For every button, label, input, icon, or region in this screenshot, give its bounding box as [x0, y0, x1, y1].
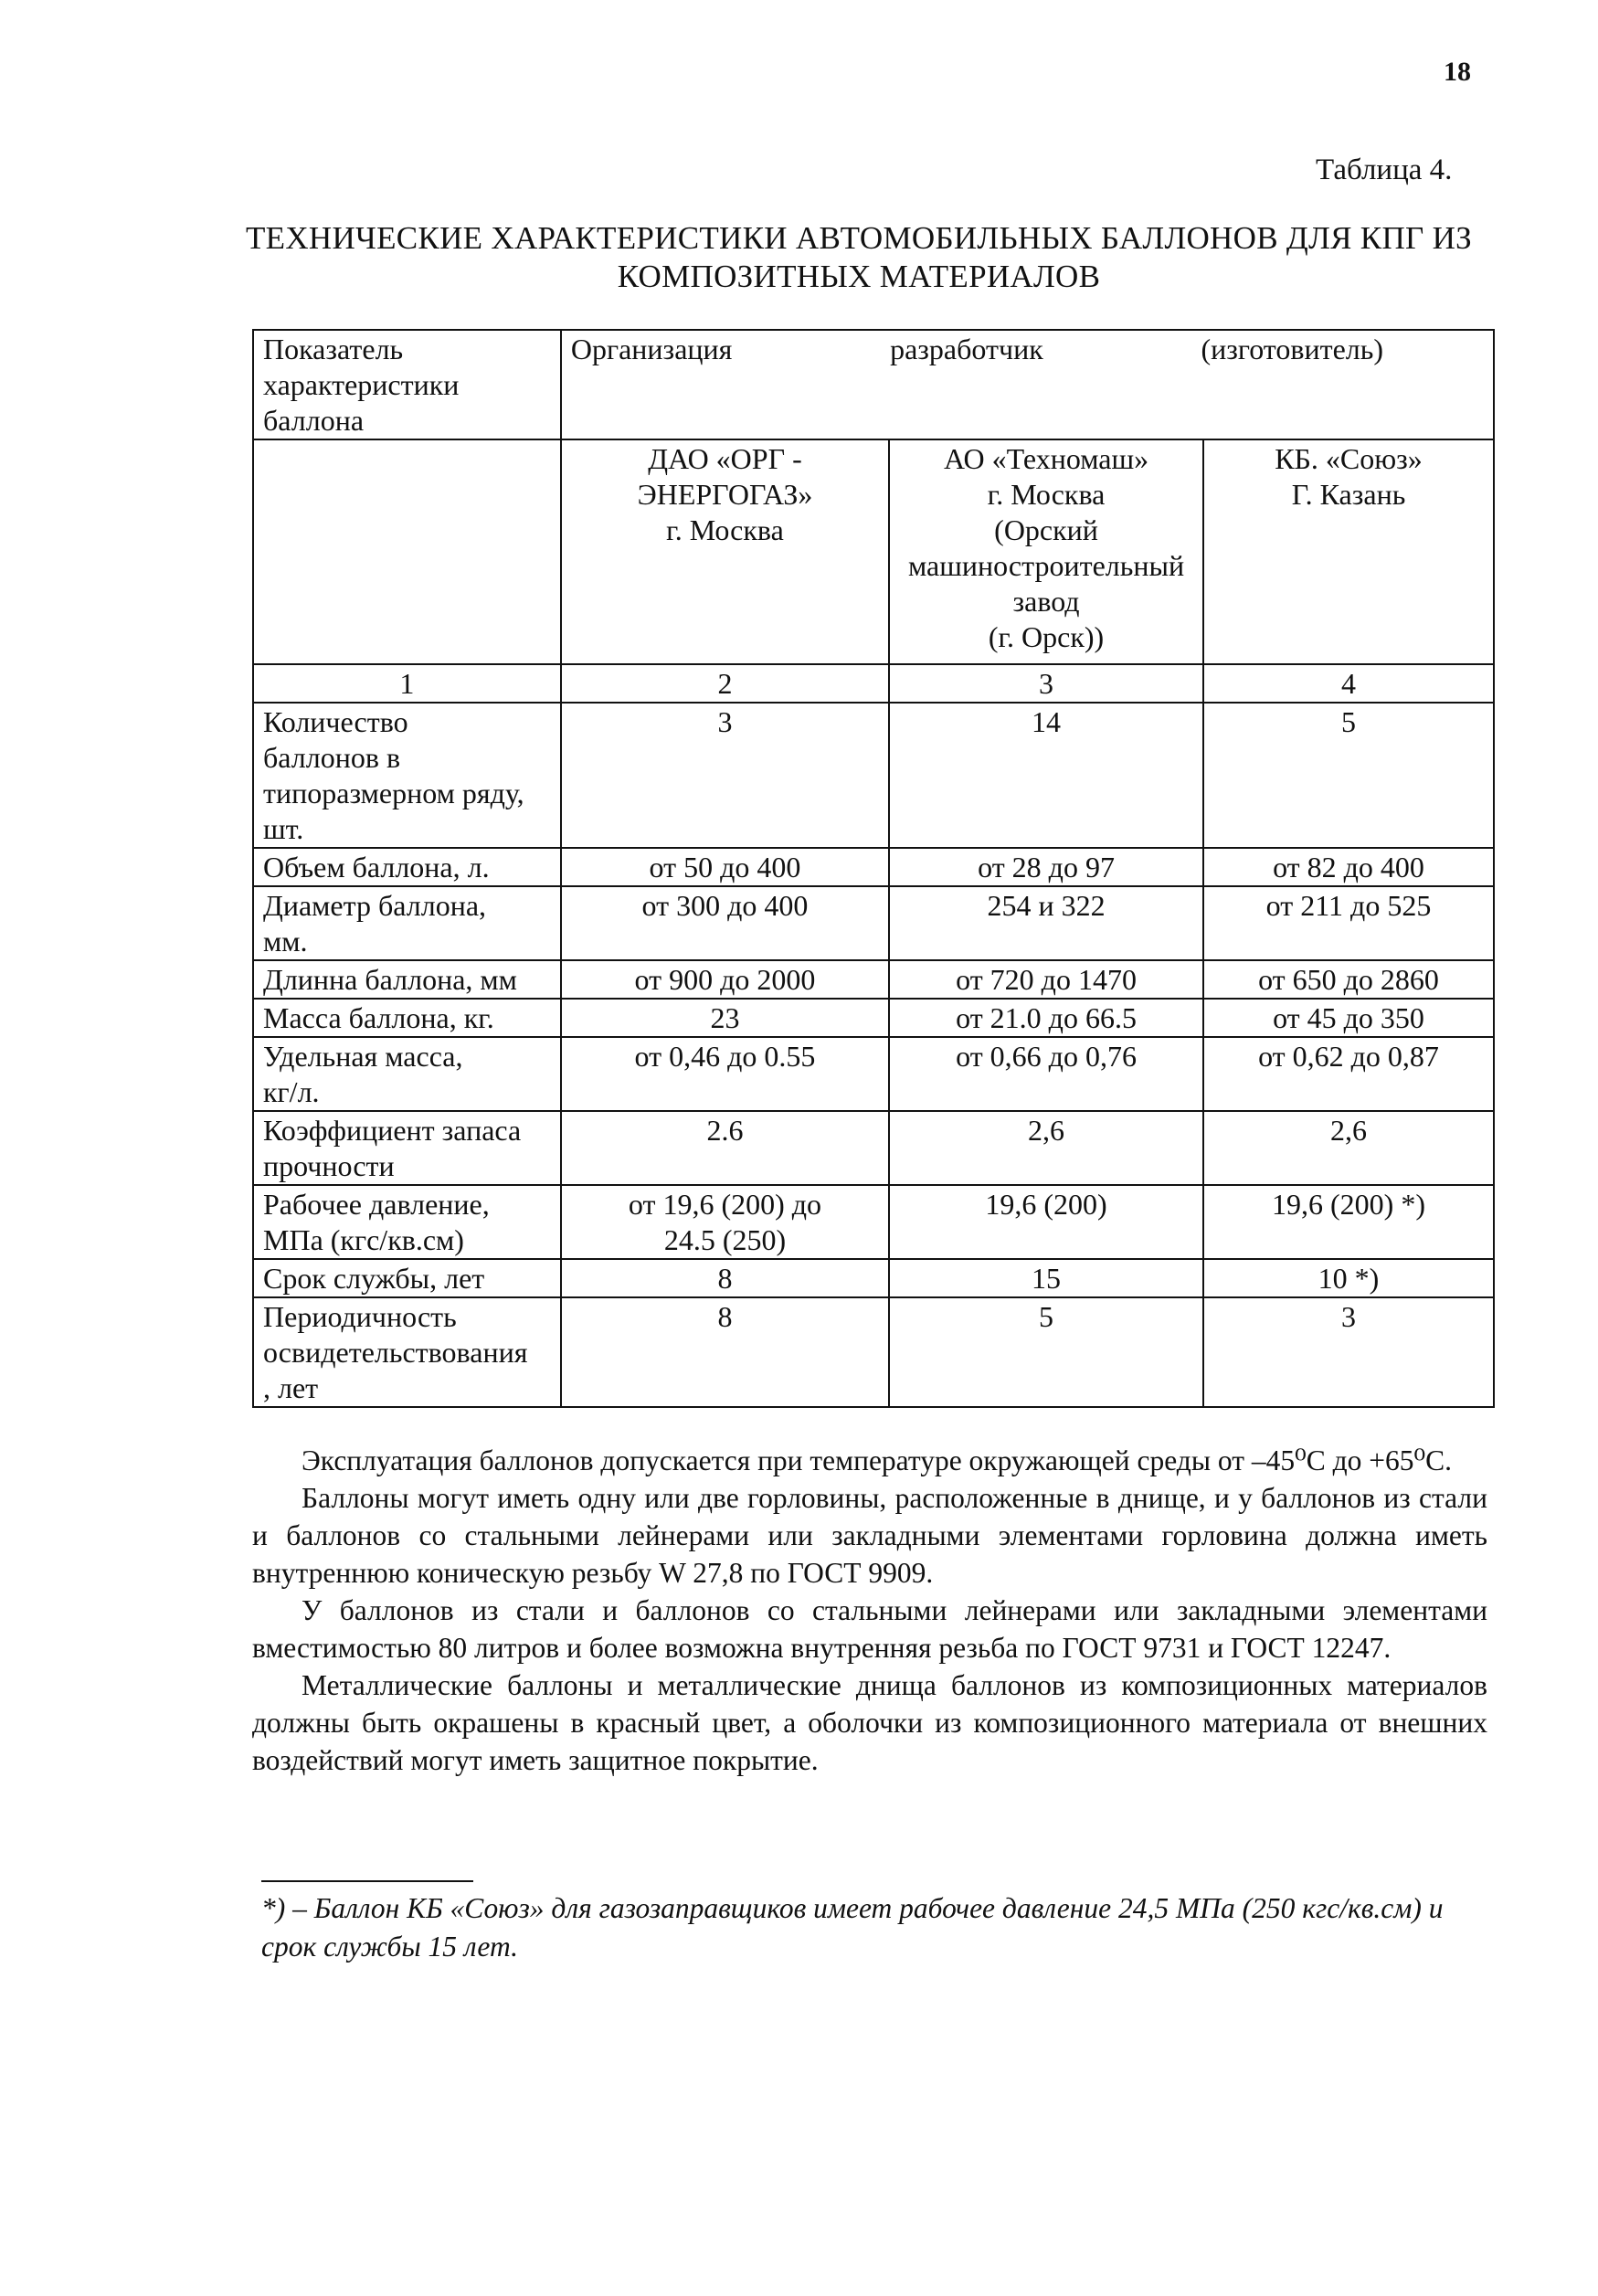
row-label: Количество баллонов в типоразмерном ряду, шт.: [253, 703, 561, 848]
body-text: [252, 1442, 1487, 1779]
organization-cell: АО «Техномаш» г. Москва (Орский машиностроительный завод (г. Орск)): [889, 439, 1203, 664]
table-row: Коэффициент запаса прочности 2.6 2,6 2,6: [253, 1111, 1494, 1185]
row-label: Удельная масса, кг/л.: [253, 1037, 561, 1111]
table-row: Длинна баллона, мм от 900 до 2000 от 720 до 1470 от 650 до 2860: [253, 960, 1494, 999]
empty-header-cell: [253, 439, 561, 664]
organization-cell: ДАО «ОРГ - ЭНЕРГОГАЗ» г. Москва: [561, 439, 889, 664]
table-row: Объем баллона, л. от 50 до 400 от 28 до 97 от 82 до 400: [253, 848, 1494, 886]
table-row: Срок службы, лет 8 15 10 *): [253, 1259, 1494, 1297]
table-row: Количество баллонов в типоразмерном ряду, шт. 3 14 5: [253, 703, 1494, 848]
paragraph: Металлические баллоны и металлические днища баллонов из композиционных материалов должны быть окрашены в красный цвет, а оболочки из композиционного материала от внешних воздействий могут иметь защитное покрытие.: [252, 1669, 1487, 1776]
table-row: Рабочее давление, МПа (кгс/кв.см) от 19,6 (200) до 24.5 (250) 19,6 (200) 19,6 (200) *): [253, 1185, 1494, 1259]
row-label: Рабочее давление, МПа (кгс/кв.см): [253, 1185, 561, 1259]
value-cell: от 19,6 (200) до 24.5 (250): [561, 1185, 889, 1259]
document-title: [219, 219, 1498, 296]
row-label: Диаметр баллона, мм.: [253, 886, 561, 960]
table-row: Масса баллона, кг. 23 от 21.0 до 66.5 от 45 до 350: [253, 999, 1494, 1037]
organization-header-cell: Организация разработчик (изготовитель): [561, 330, 1494, 439]
row-label: Коэффициент запаса прочности: [253, 1111, 561, 1185]
paragraph: Баллоны могут иметь одну или две горловины, расположенные в днище, и у баллонов из стали и баллонов со стальными лейнерами или закладными элементами горловина должна иметь внутреннюю коническую резьбу W 27,8 по ГОСТ 9909.: [252, 1482, 1487, 1589]
indicator-header-cell: Показатель характеристики баллона: [253, 330, 561, 439]
specifications-table: [252, 329, 1495, 1408]
table-caption: Таблица 4.: [1316, 153, 1453, 186]
footnote-separator: [261, 1880, 473, 1882]
paragraph: У баллонов из стали и баллонов со стальными лейнерами или закладными элементами вместимостью 80 литров и более возможна внутренняя резьба по ГОСТ 9731 и ГОСТ 12247.: [252, 1594, 1487, 1664]
row-label: Периодичность освидетельствования , лет: [253, 1297, 561, 1407]
title-line: КОМПОЗИТНЫХ МАТЕРИАЛОВ: [617, 259, 1101, 294]
title-line: ТЕХНИЧЕСКИЕ ХАРАКТЕРИСТИКИ АВТОМОБИЛЬНЫХ БАЛЛОНОВ ДЛЯ КПГ ИЗ: [245, 220, 1473, 256]
page-number: 18: [1444, 57, 1471, 87]
table-row: Диаметр баллона, мм. от 300 до 400 254 и 322 от 211 до 525: [253, 886, 1494, 960]
column-number-row: 1 2 3 4: [253, 664, 1494, 703]
footnote: *) – Баллон КБ «Союз» для газозаправщиков имеет рабочее давление 24,5 МПа (250 кгс/кв.см) и срок службы 15 лет.: [261, 1892, 1444, 1963]
row-label: Объем баллона, л.: [253, 848, 561, 886]
row-label: Масса баллона, кг.: [253, 999, 561, 1037]
row-label: Срок службы, лет: [253, 1259, 561, 1297]
row-label: Длинна баллона, мм: [253, 960, 561, 999]
paragraph: Эксплуатация баллонов допускается при температуре окружающей среды от –45⁰С до +65⁰С.: [302, 1444, 1453, 1476]
table-row: Периодичность освидетельствования , лет 8 5 3: [253, 1297, 1494, 1407]
table-row: Удельная масса, кг/л. от 0,46 до 0.55 от 0,66 до 0,76 от 0,62 до 0,87: [253, 1037, 1494, 1111]
organization-cell: КБ. «Союз» Г. Казань: [1203, 439, 1494, 664]
